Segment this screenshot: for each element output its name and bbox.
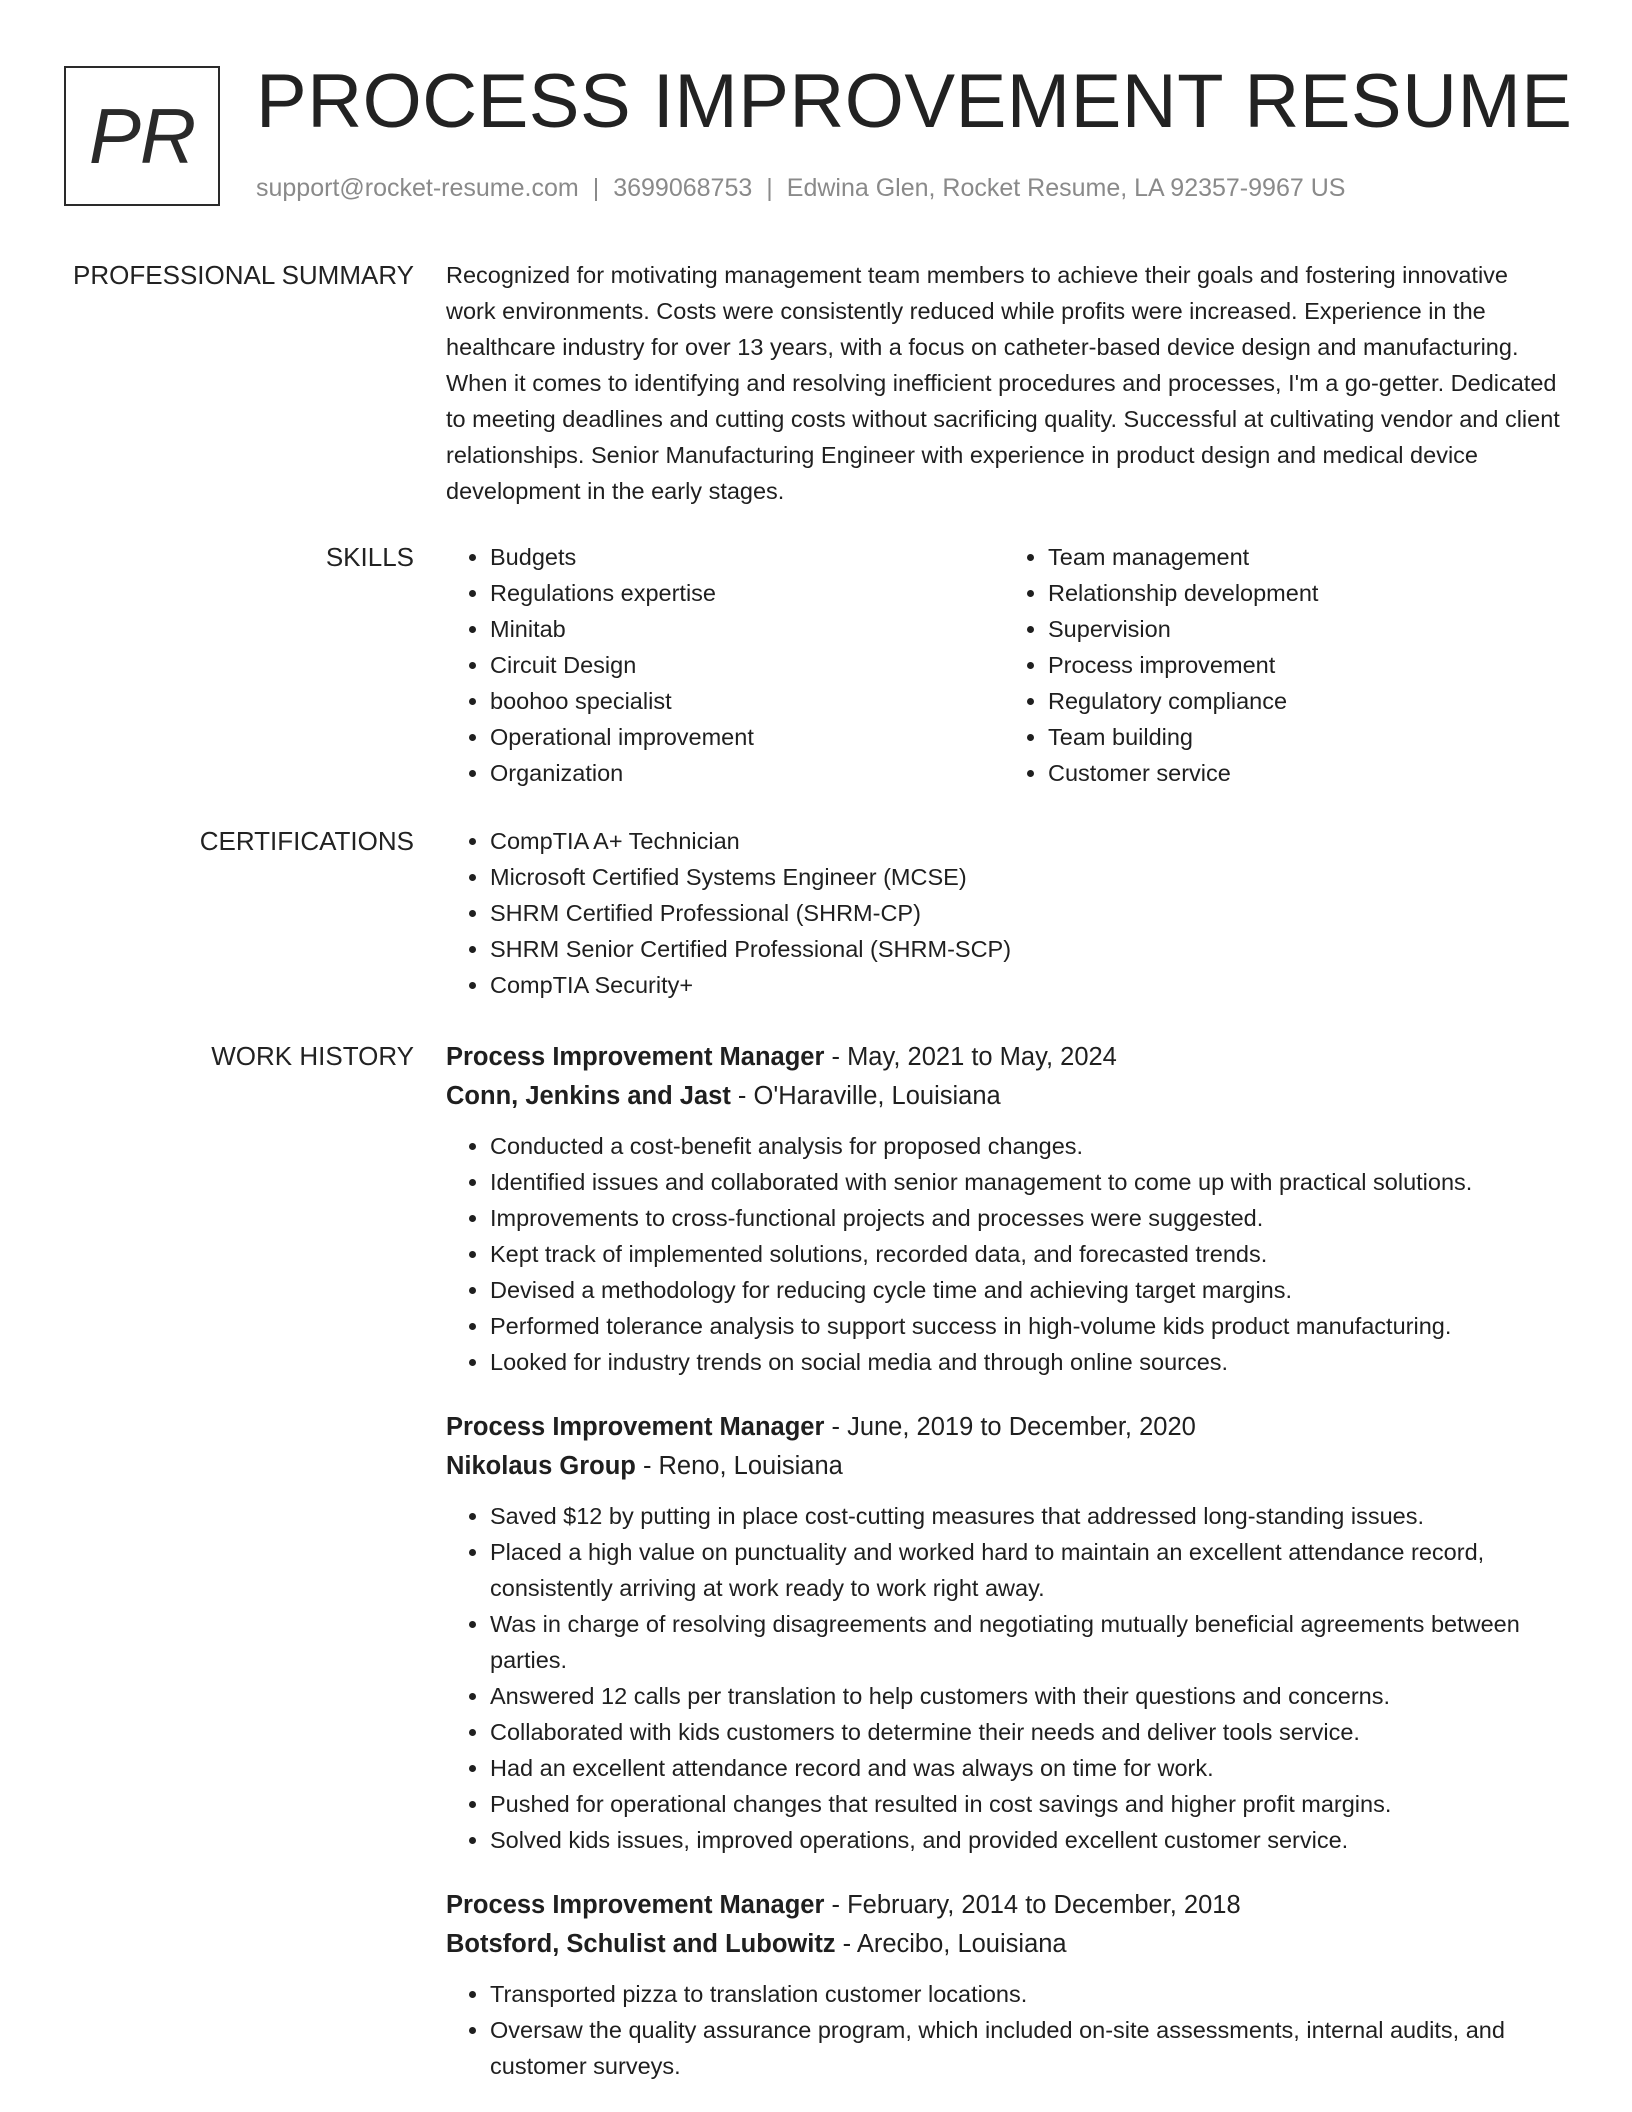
skill-item: • Regulations expertise — [490, 575, 1004, 611]
job-bullet: • Looked for industry trends on social media and through online sources. — [490, 1344, 1562, 1380]
job-bullet: • Answered 12 calls per translation to help customers with their questions and concerns. — [490, 1678, 1562, 1714]
summary-text: Recognized for motivating management team members to achieve their goals and fostering innovative work environments. Costs were consistently reduced while profits were increased. Experience in the healthcare industry for over 13 years, with a focus on catheter-based device design and manufacturing. When it comes to identifying and resolving inefficient procedures and processes, I'm a go-getter. Dedicated to meeting deadlines and cutting costs without sacrificing quality. Successful at cultivating vendor and client relationships. Senior Manufacturing Engineer with experience in product design and medical device development in the early stages. — [446, 262, 1560, 504]
job-bullet: • Oversaw the quality assurance program, which included on-site assessments, internal audits, and customer surveys. — [490, 2012, 1562, 2084]
job-company: Nikolaus Group — [446, 1452, 636, 1480]
section-label-skills: SKILLS — [325, 542, 414, 572]
skill-item: • Regulatory compliance — [1048, 683, 1562, 719]
job-bullet: • Saved $12 by putting in place cost-cutting measures that addressed long-standing issues. — [490, 1498, 1562, 1534]
section-label-certifications: CERTIFICATIONS — [199, 826, 414, 856]
job-location: - O'Haraville, Louisiana — [730, 1082, 1001, 1110]
job-bullet: • Pushed for operational changes that resulted in cost savings and higher profit margins. — [490, 1786, 1562, 1822]
contact-email[interactable]: support@rocket-resume.com — [256, 174, 579, 202]
contact-address: Edwina Glen, Rocket Resume, LA 92357-9967 US — [786, 174, 1346, 202]
page-title: PROCESS IMPROVEMENT RESUME — [256, 59, 1573, 144]
job-bullet: • Performed tolerance analysis to support success in high-volume kids product manufacturing. — [490, 1308, 1562, 1344]
skill-item: • Team management — [1048, 539, 1562, 575]
job-bullet: • Collaborated with kids customers to determine their needs and deliver tools service. — [490, 1714, 1562, 1750]
skill-item: • Team building — [1048, 719, 1562, 755]
job-title-line — [446, 1408, 1562, 1447]
job-bullet: • Transported pizza to translation customer locations. — [490, 1976, 1562, 2012]
certification-item: • SHRM Senior Certified Professional (SHRM-SCP) — [490, 931, 1562, 967]
job-bullet: • Devised a methodology for reducing cycle time and achieving target margins. — [490, 1272, 1562, 1308]
job-dates: - May, 2021 to May, 2024 — [824, 1043, 1117, 1071]
job-bullets — [446, 1128, 1562, 1380]
work-history-list — [446, 1038, 1562, 2112]
job-bullet: • Conducted a cost-benefit analysis for proposed changes. — [490, 1128, 1562, 1164]
certification-item: • CompTIA Security+ — [490, 967, 1562, 1003]
skill-item: • Operational improvement — [490, 719, 1004, 755]
skill-item: • Minitab — [490, 611, 1004, 647]
skill-item: • Customer service — [1048, 755, 1562, 791]
contact-phone: 3699068753 — [613, 174, 753, 202]
job-location: - Reno, Louisiana — [635, 1452, 843, 1480]
section-label-summary: PROFESSIONAL SUMMARY — [73, 260, 414, 290]
skill-item: • Organization — [490, 755, 1004, 791]
job-dates: - February, 2014 to December, 2018 — [824, 1891, 1241, 1919]
job-location: - Arecibo, Louisiana — [835, 1930, 1067, 1958]
skill-item: • Process improvement — [1048, 647, 1562, 683]
skills-list-right — [1004, 539, 1562, 791]
job-entry — [446, 1408, 1562, 1858]
job-bullet: • Placed a high value on punctuality and worked hard to maintain an excellent attendance record, consistently arriving at work ready to work right away. — [490, 1534, 1562, 1606]
job-title-line — [446, 1886, 1562, 1925]
certification-item: • Microsoft Certified Systems Engineer (MCSE) — [490, 859, 1562, 895]
job-bullets — [446, 1498, 1562, 1858]
certification-item: • CompTIA A+ Technician — [490, 823, 1562, 859]
skill-item: • Circuit Design — [490, 647, 1004, 683]
contact-line — [256, 174, 1345, 203]
job-dates: - June, 2019 to December, 2020 — [824, 1413, 1196, 1441]
job-title: Process Improvement Manager — [446, 1043, 825, 1071]
job-company-line — [446, 1447, 1562, 1486]
job-entry — [446, 1038, 1562, 1380]
job-entry — [446, 1886, 1562, 2084]
monogram-logo: PR — [64, 66, 220, 206]
job-bullet: • Identified issues and collaborated with senior management to come up with practical solutions. — [490, 1164, 1562, 1200]
skills-list-left — [446, 539, 1004, 791]
skill-item: • Budgets — [490, 539, 1004, 575]
job-bullets — [446, 1976, 1562, 2084]
job-title: Process Improvement Manager — [446, 1413, 825, 1441]
skill-item: • boohoo specialist — [490, 683, 1004, 719]
section-label-work-history: WORK HISTORY — [211, 1041, 414, 1071]
job-bullet: • Solved kids issues, improved operations, and provided excellent customer service. — [490, 1822, 1562, 1858]
job-company: Conn, Jenkins and Jast — [446, 1082, 731, 1110]
job-bullet: • Improvements to cross-functional projects and processes were suggested. — [490, 1200, 1562, 1236]
job-company: Botsford, Schulist and Lubowitz — [446, 1930, 836, 1958]
job-bullet: • Was in charge of resolving disagreements and negotiating mutually beneficial agreements between parties. — [490, 1606, 1562, 1678]
contact-separator: | — [766, 174, 773, 202]
job-bullet: • Had an excellent attendance record and was always on time for work. — [490, 1750, 1562, 1786]
job-company-line — [446, 1077, 1562, 1116]
skill-item: • Relationship development — [1048, 575, 1562, 611]
skill-item: • Supervision — [1048, 611, 1562, 647]
certifications-list — [446, 823, 1562, 1003]
job-bullet: • Kept track of implemented solutions, recorded data, and forecasted trends. — [490, 1236, 1562, 1272]
certification-item: • SHRM Certified Professional (SHRM-CP) — [490, 895, 1562, 931]
job-title: Process Improvement Manager — [446, 1891, 825, 1919]
job-company-line — [446, 1925, 1562, 1964]
contact-separator: | — [592, 174, 600, 202]
job-title-line — [446, 1038, 1562, 1077]
